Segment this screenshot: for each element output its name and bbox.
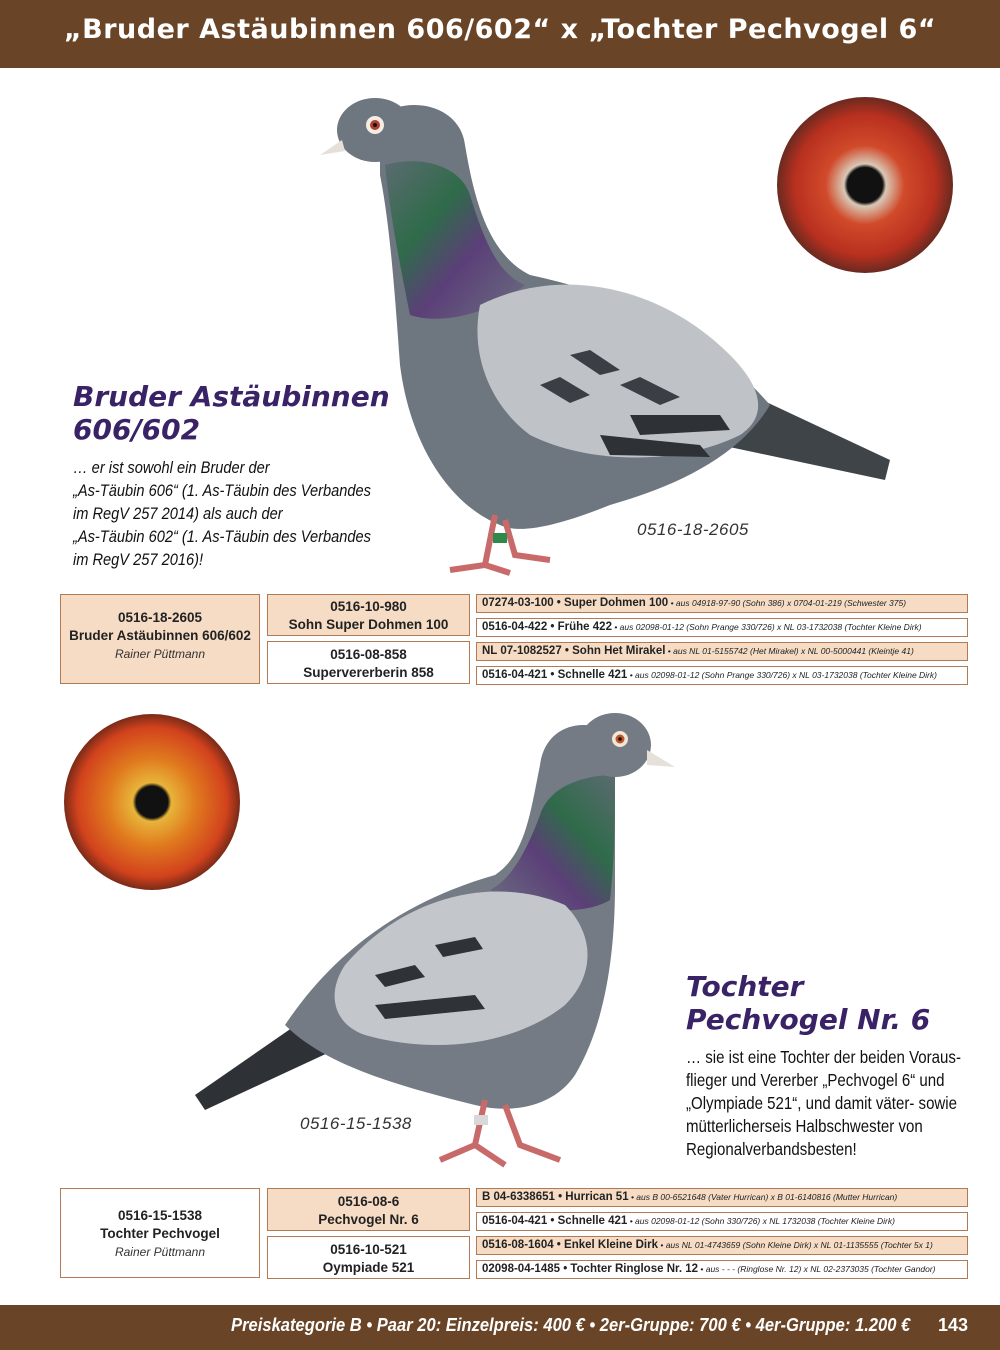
mother-name: Oympiade 521 [322,1260,415,1275]
mother-name: Supervererberin 858 [303,665,434,680]
pedigree2-grandparent: 0516-04-421 • Schnelle 421 • aus 02098-01-12 (Sohn 330/726) x NL 1732038 (Tochter Kleine Dirk) [476,1212,968,1231]
pedigree2-father [267,1188,470,1231]
subject-name: Tochter Pechvogel [100,1226,220,1241]
footer-bar [0,1305,1000,1350]
bird1-heading-line1: Bruder Astäubinnen [73,380,390,413]
father-name: Sohn Super Dohmen 100 [288,617,449,632]
eye-photo-1 [775,95,955,275]
desc-line: im RegV 257 2016)! [73,550,204,569]
page-title: „Bruder Astäubinnen 606/602“ x „Tochter Pechvogel 6“ [63,14,937,45]
desc-line: flieger und Vererber „Pechvogel 6“ und [686,1070,945,1090]
desc-line: „Olympiade 521“, und damit väter- sowie [686,1093,958,1113]
pigeon-photo-2 [175,705,685,1185]
desc-line: Regionalverbandsbesten! [686,1139,857,1159]
header-bar [0,0,1000,68]
pedigree1-grandparent: NL 07-1082527 • Sohn Het Mirakel • aus NL 01-5155742 (Het Mirakel) x NL 00-5000441 (Kleintje 41) [476,642,968,661]
father-ring: 0516-08-6 [337,1194,400,1209]
pedigree1-grandparent: 07274-03-100 • Super Dohmen 100 • aus 04918-97-90 (Sohn 386) x 0704-01-219 (Schwester 375) [476,594,968,613]
bird1-heading [73,380,390,446]
desc-line: … sie ist eine Tochter der beiden Voraus- [686,1047,961,1067]
price-footer: Preiskategorie B • Paar 20: Einzelpreis: 400 € • 2er-Gruppe: 700 € • 4er-Gruppe: 1.200 € [230,1315,910,1335]
subject-breeder: Rainer Püttmann [114,647,206,661]
bird2-heading [686,970,930,1036]
photo-ring-number-1: 0516-18-2605 [637,520,749,539]
photo-ring-number-2: 0516-15-1538 [300,1114,412,1133]
bird2-heading-line2: Pechvogel Nr. 6 [686,1003,931,1036]
desc-line: „As-Täubin 606“ (1. As-Täubin des Verbandes [73,481,371,500]
subject-name: Bruder Astäubinnen 606/602 [69,628,251,643]
page-number: 143 [937,1315,968,1335]
bird1-description [73,456,400,571]
pedigree1-grandparent: 0516-04-421 • Schnelle 421 • aus 02098-01-12 (Sohn Prange 330/726) x NL 03-1732038 (Tochter Kleine Dirk) [476,666,968,685]
desc-line: … er ist sowohl ein Bruder der [73,458,270,477]
bird1-heading-line2: 606/602 [73,413,201,446]
bird2-description [686,1046,970,1161]
pedigree2-subject [60,1188,260,1278]
pedigree1-father [267,594,470,636]
desc-line: „As-Täubin 602“ (1. As-Täubin des Verbandes [73,527,371,546]
pedigree2-grandparent: 0516-08-1604 • Enkel Kleine Dirk • aus NL 01-4743659 (Sohn Kleine Dirk) x NL 01-1135555 (Tochter 5x 1) [476,1236,968,1255]
pedigree2-grandparent: 02098-04-1485 • Tochter Ringlose Nr. 12 • aus - - - (Ringlose Nr. 12) x NL 02-2373035 (Tochter Gandor) [476,1260,968,1279]
bird2-heading-line1: Tochter [686,970,804,1003]
subject-breeder: Rainer Püttmann [114,1245,206,1259]
pedigree1-subject [60,594,260,684]
mother-ring: 0516-08-858 [330,647,407,662]
father-ring: 0516-10-980 [330,599,407,614]
subject-ring: 0516-18-2605 [117,610,203,625]
pedigree2-mother [267,1236,470,1279]
desc-line: im RegV 257 2014) als auch der [73,504,283,523]
pedigree1-mother [267,641,470,684]
mother-ring: 0516-10-521 [330,1242,407,1257]
father-name: Pechvogel Nr. 6 [318,1212,419,1227]
subject-ring: 0516-15-1538 [117,1208,203,1223]
pedigree1-grandparent: 0516-04-422 • Frühe 422 • aus 02098-01-12 (Sohn Prange 330/726) x NL 03-1732038 (Tochter Kleine Dirk) [476,618,968,637]
desc-line: mütterlicherseis Halbschwester von [686,1116,923,1136]
pedigree2-grandparent: B 04-6338651 • Hurrican 51 • aus B 00-6521648 (Vater Hurrican) x B 01-6140816 (Mutter Hurrican) [476,1188,968,1207]
